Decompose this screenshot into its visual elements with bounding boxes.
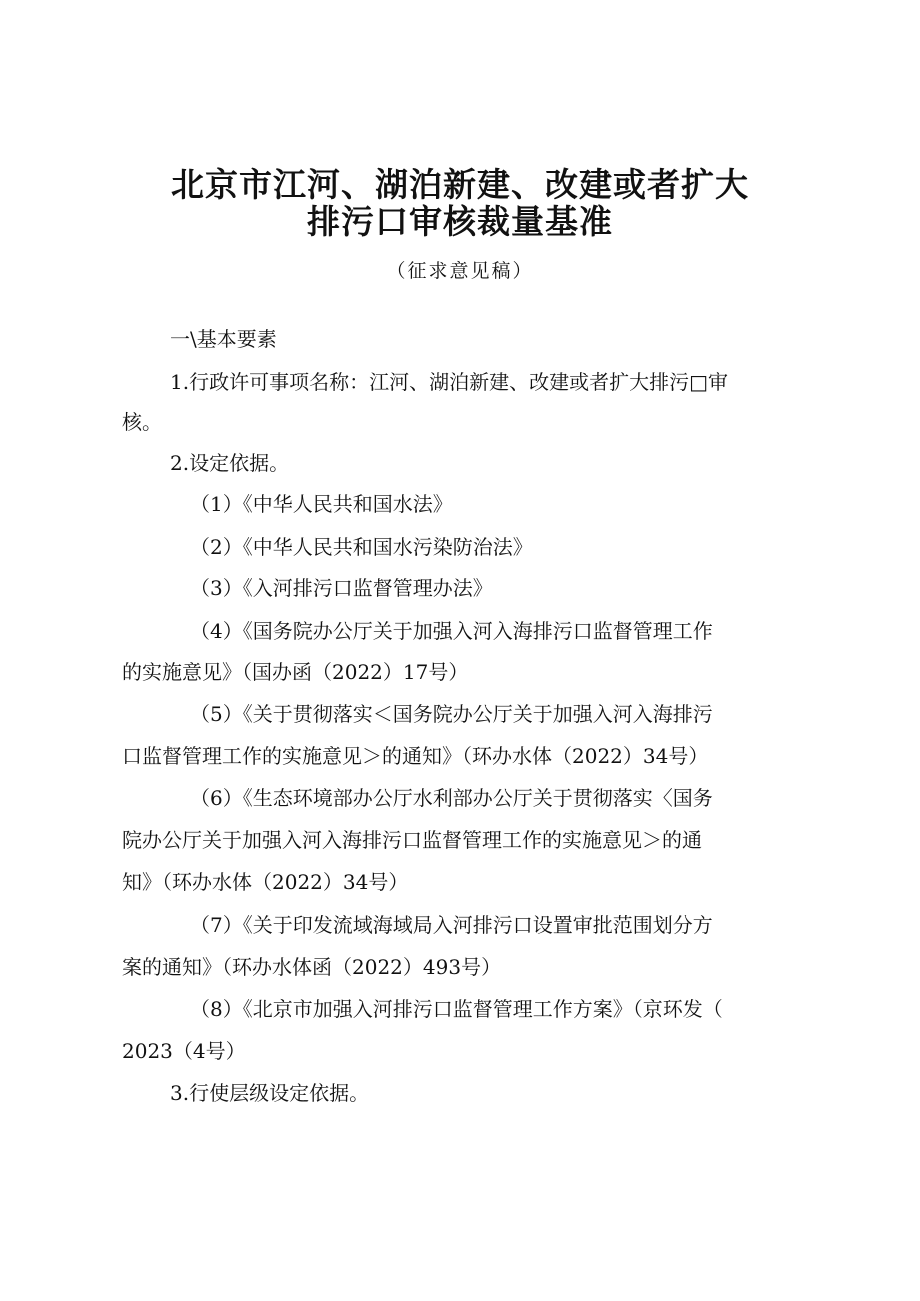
law-item-6-line-3: 知》（环办水体（2022）34号） xyxy=(122,870,409,894)
law-item-2: （2）《中华人民共和国水污染防治法》 xyxy=(190,535,533,559)
law-item-4-line-1: （4）《国务院办公厅关于加强入河入海排污口监督管理工作 xyxy=(190,619,713,643)
law-item-8-line-2: 2023（4号） xyxy=(122,1039,246,1063)
law-item-6-line-2: 院办公厅关于加强入河入海排污口监督管理工作的实施意见＞的通 xyxy=(122,828,702,852)
law-item-7-line-2: 案的通知》（环办水体函（2022）493号） xyxy=(122,955,502,979)
law-item-4-line-2: 的实施意见》（国办函（2022）17号） xyxy=(122,660,469,684)
item-1-text-line-2: 核。 xyxy=(122,410,162,434)
item-3-text: 3.行使层级设定依据。 xyxy=(170,1081,370,1105)
law-item-5-line-2: 口监督管理工作的实施意见＞的通知》（环办水体（2022）34号） xyxy=(122,744,709,768)
law-item-1: （1）《中华人民共和国水法》 xyxy=(190,492,453,516)
law-item-3: （3）《入河排污口监督管理办法》 xyxy=(190,576,493,600)
document-subtitle: （征求意见稿） xyxy=(386,260,534,282)
law-item-7-line-1: （7）《关于印发流域海域局入河排污口设置审批范围划分方 xyxy=(190,913,713,937)
item-2-text: 2.设定依据。 xyxy=(170,451,290,475)
document-title-line-2: 排污口审核裁量基准 xyxy=(307,202,613,241)
document-title-line-1: 北京市江河、湖泊新建、改建或者扩大 xyxy=(171,165,749,204)
section-heading-basic-elements: 一\基本要素 xyxy=(170,327,277,351)
law-item-5-line-1: （5）《关于贯彻落实＜国务院办公厅关于加强入河入海排污 xyxy=(190,702,713,726)
law-item-6-line-1: （6）《生态环境部办公厅水利部办公厅关于贯彻落实〈国务 xyxy=(190,786,713,810)
item-1-text-line-1: 1.行政许可事项名称：江河、湖泊新建、改建或者扩大排污□审 xyxy=(170,370,728,394)
law-item-8-line-1: （8）《北京市加强入河排污口监督管理工作方案》（京环发（ xyxy=(190,997,723,1021)
